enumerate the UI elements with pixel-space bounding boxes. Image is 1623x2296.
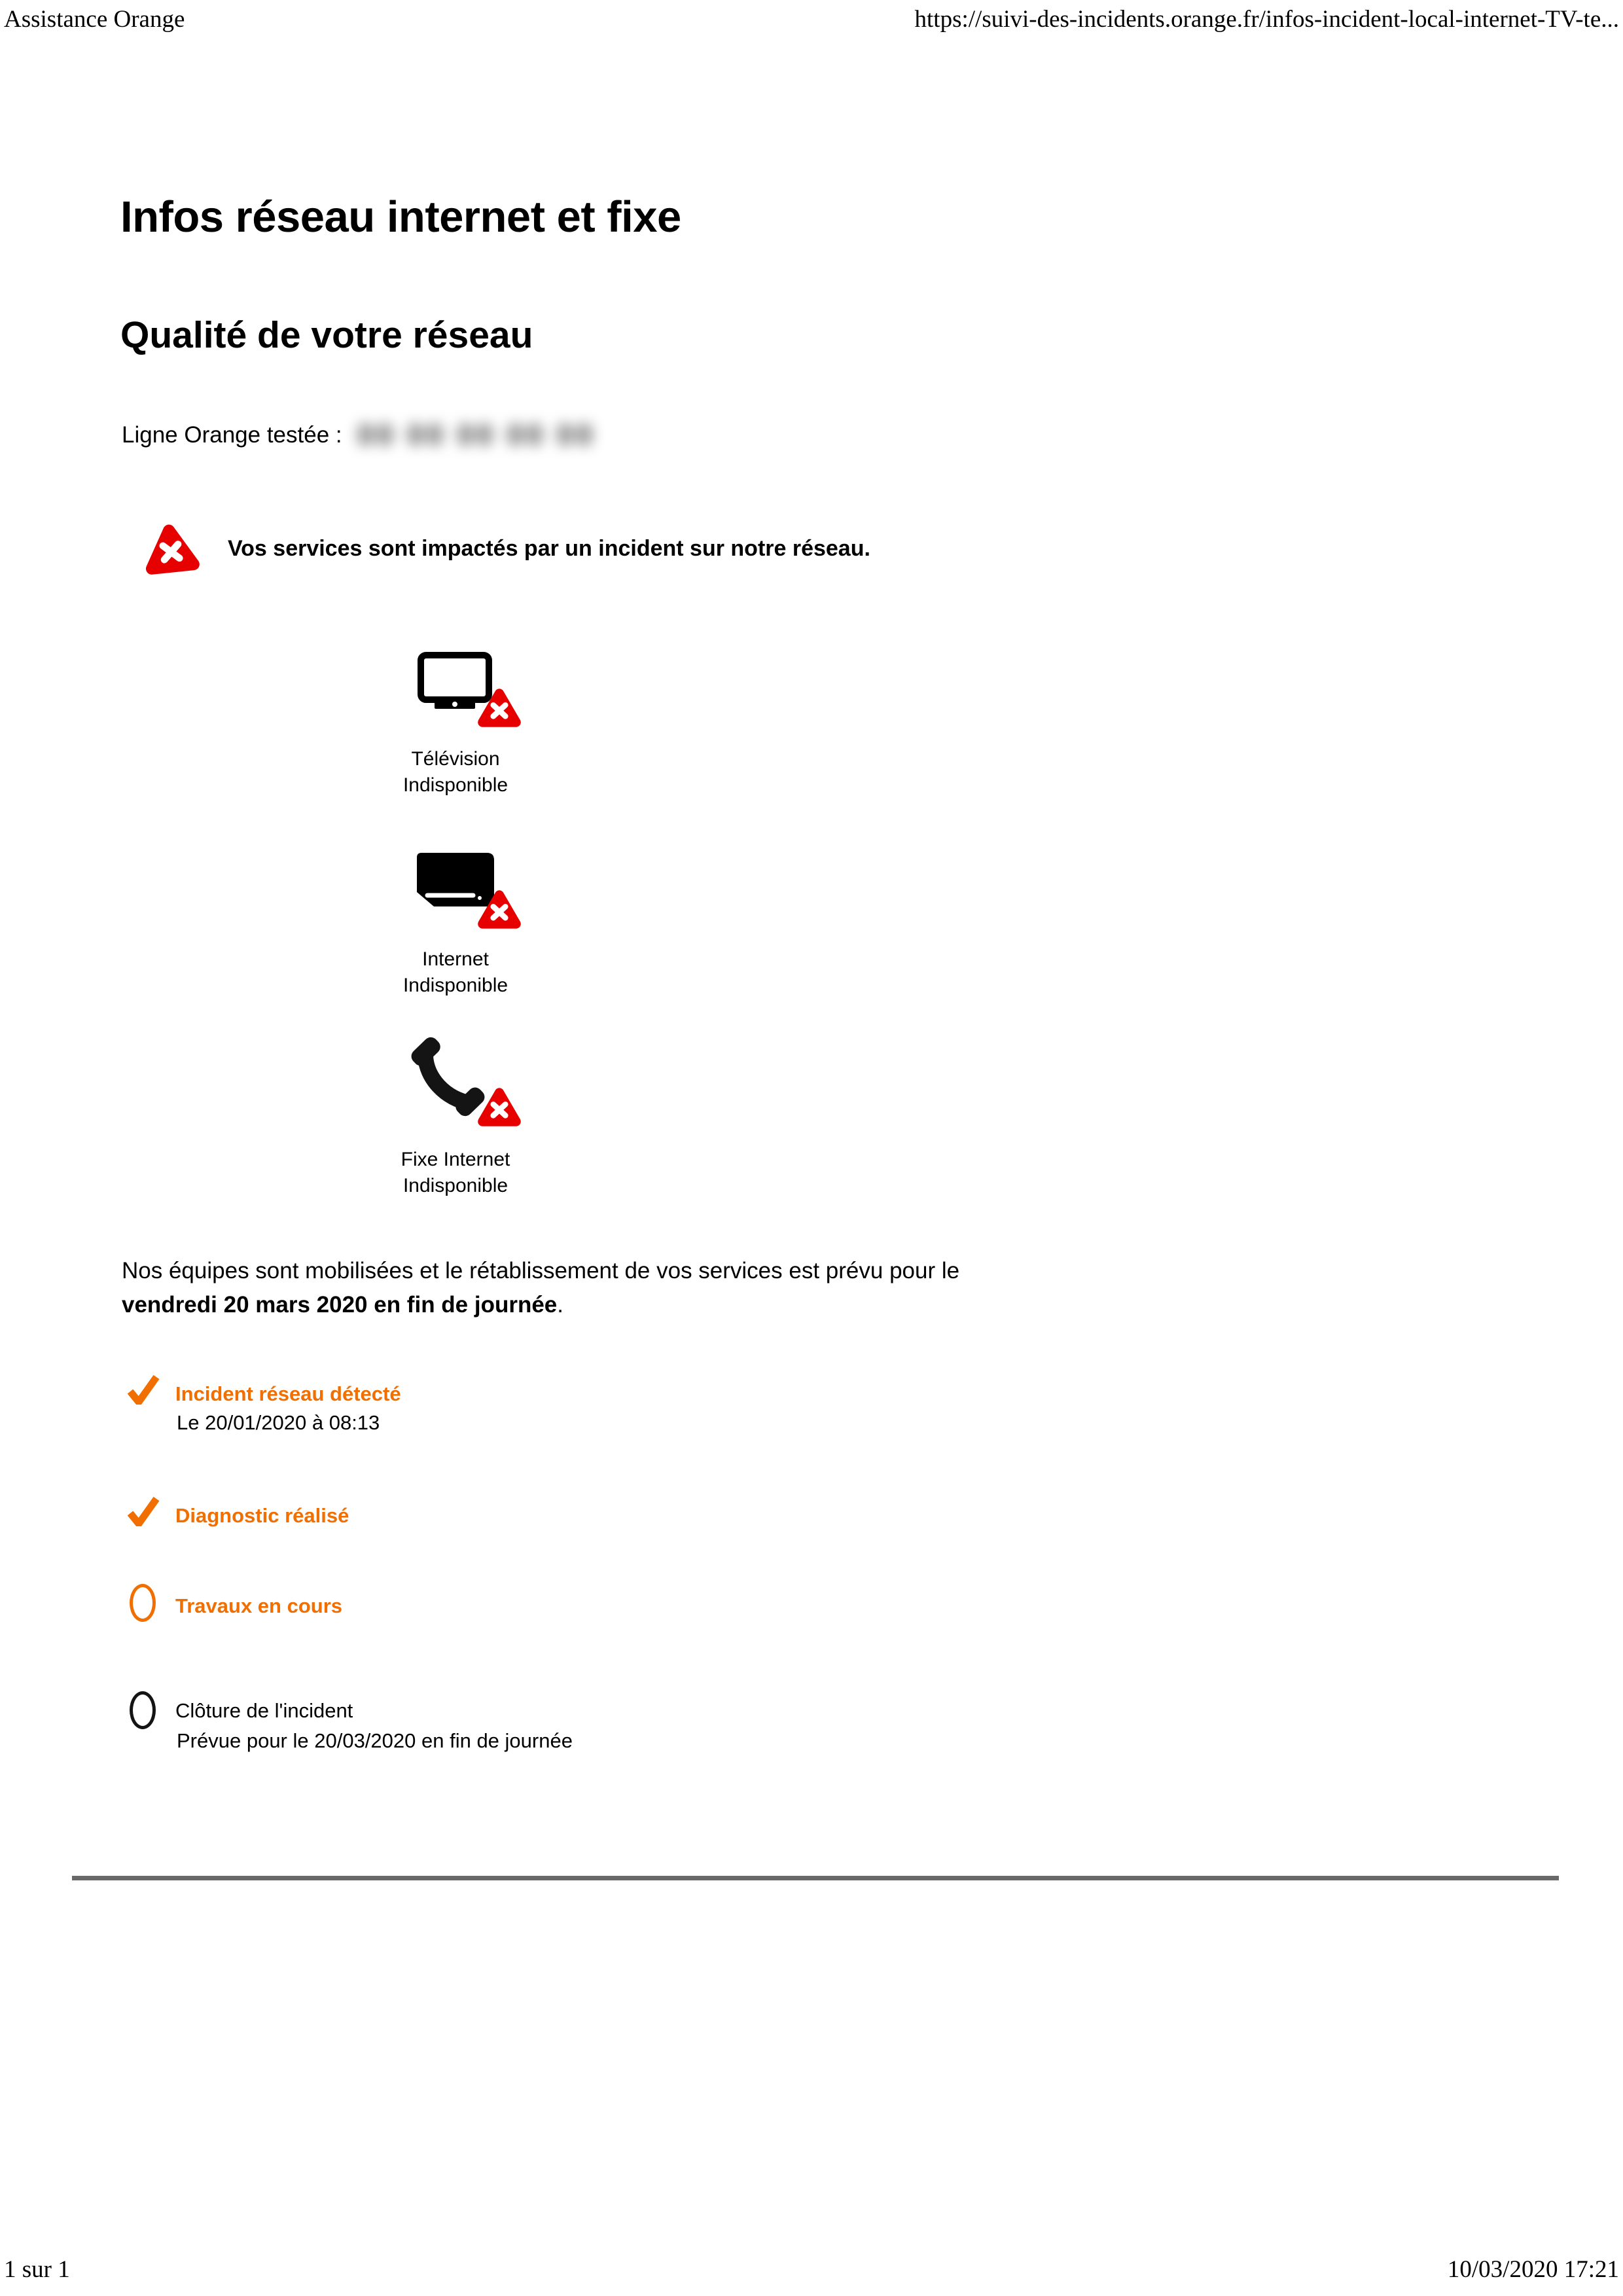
footer-datetime: 10/03/2020 17:21	[1447, 2256, 1619, 2283]
service-status: Indisponible	[402, 774, 508, 796]
television-status	[350, 746, 561, 798]
service-name: Internet	[422, 948, 489, 970]
service-status: Indisponible	[402, 975, 508, 996]
step-title: Diagnostic réalisé	[175, 1504, 349, 1527]
circle-marker-icon	[130, 1691, 156, 1729]
service-name: Fixe Internet	[401, 1149, 510, 1170]
check-icon	[127, 1496, 160, 1526]
print-header-title: Assistance Orange	[4, 6, 185, 33]
error-triangle-icon	[139, 518, 203, 579]
step-title: Incident réseau détecté	[175, 1382, 401, 1405]
phone-status	[350, 1147, 561, 1199]
print-header-url: https://suivi-des-incidents.orange.fr/infos-incident-local-internet-TV-te...	[914, 6, 1619, 33]
section-title: Qualité de votre réseau	[120, 314, 533, 356]
phone-error-badge-icon	[476, 1085, 523, 1129]
service-name: Télévision	[411, 748, 500, 770]
circle-marker-icon	[130, 1584, 156, 1622]
internet-error-badge-icon	[476, 888, 523, 931]
service-status: Indisponible	[402, 1175, 508, 1196]
restore-message-normal: Nos équipes sont mobilisées et le rétablissement de vos services est prévu pour le	[122, 1258, 960, 1283]
step-title: Clôture de l'incident	[175, 1699, 353, 1722]
page-title: Infos réseau internet et fixe	[120, 192, 681, 242]
restore-date: vendredi 20 mars 2020 en fin de journée	[122, 1292, 558, 1318]
step-subtitle: Le 20/01/2020 à 08:13	[177, 1411, 380, 1434]
tested-line-row	[122, 419, 596, 452]
tested-line-label: Ligne Orange testée :	[122, 422, 342, 448]
separator-rule	[72, 1876, 1559, 1880]
restore-message-suffix: .	[557, 1292, 564, 1318]
step-title: Travaux en cours	[175, 1594, 343, 1617]
check-icon	[127, 1374, 160, 1405]
restore-message	[122, 1254, 1116, 1322]
redacted-phone-number: 00 00 00 00 00	[357, 419, 596, 451]
television-error-badge-icon	[476, 686, 523, 730]
incident-alert	[141, 521, 870, 576]
footer-page-number: 1 sur 1	[4, 2256, 70, 2283]
alert-message: Vos services sont impactés par un incident sur notre réseau.	[228, 535, 870, 561]
internet-status	[350, 946, 561, 999]
step-subtitle: Prévue pour le 20/03/2020 en fin de journée	[177, 1729, 573, 1752]
